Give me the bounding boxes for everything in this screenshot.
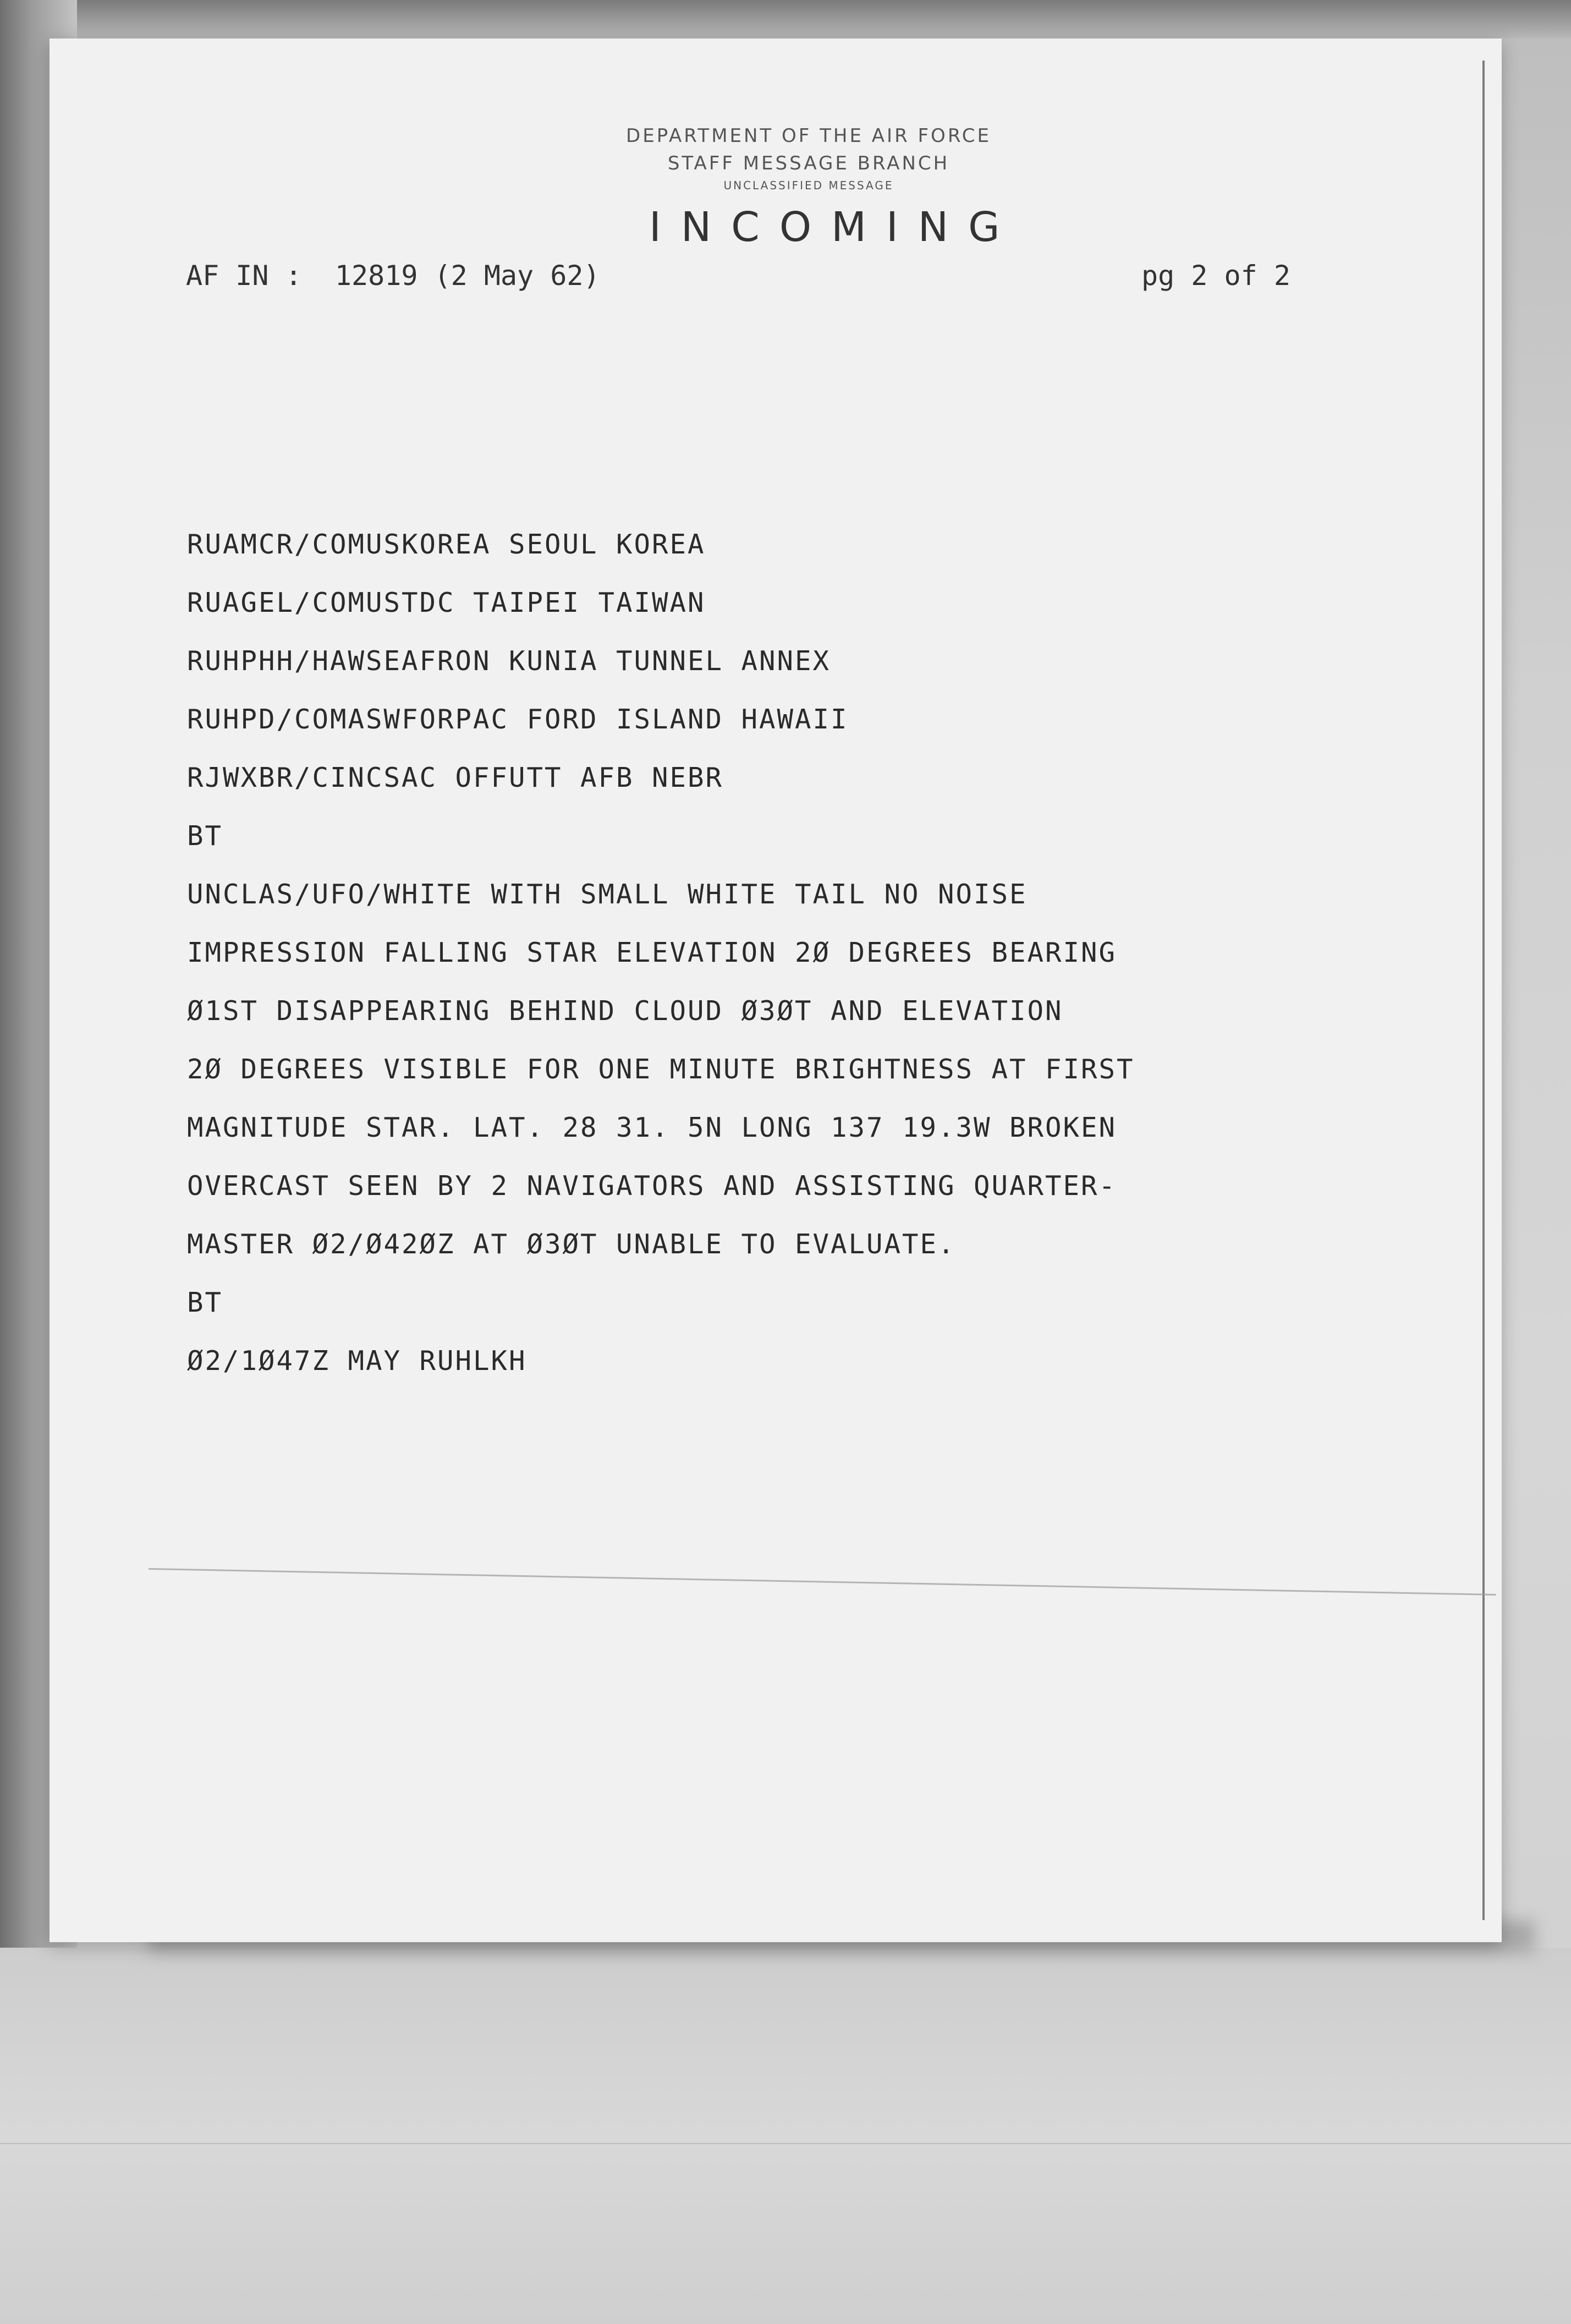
message-text-line: OVERCAST SEEN BY 2 NAVIGATORS AND ASSISTING QUARTER- bbox=[187, 1170, 1117, 1202]
message-body bbox=[187, 523, 1397, 1397]
letterhead bbox=[594, 122, 1023, 194]
page-number: pg 2 of 2 bbox=[1141, 260, 1290, 292]
message-text-line: 2Ø DEGREES VISIBLE FOR ONE MINUTE BRIGHTNESS AT FIRST bbox=[187, 1054, 1135, 1085]
incoming-title: INCOMING bbox=[649, 204, 1020, 251]
message-text-line: Ø1ST DISAPPEARING BEHIND CLOUD Ø3ØT AND ELEVATION bbox=[187, 995, 1063, 1027]
af-in-reference: AF IN : 12819 (2 May 62) bbox=[186, 260, 600, 292]
routing-line: RUHPD/COMASWFORPAC FORD ISLAND HAWAII bbox=[187, 704, 849, 735]
routing-line: RUAGEL/COMUSTDC TAIPEI TAIWAN bbox=[187, 587, 706, 618]
message-text-line: IMPRESSION FALLING STAR ELEVATION 2Ø DEGREES BEARING bbox=[187, 937, 1117, 968]
scan-top-edge bbox=[0, 0, 1571, 39]
message-text-line: UNCLAS/UFO/WHITE WITH SMALL WHITE TAIL NO NOISE bbox=[187, 879, 1028, 910]
break-marker: BT bbox=[187, 1287, 223, 1318]
department-name: DEPARTMENT OF THE AIR FORCE bbox=[626, 125, 991, 147]
branch-name: STAFF MESSAGE BRANCH bbox=[667, 152, 950, 174]
message-text-line: MAGNITUDE STAR. LAT. 28 31. 5N LONG 137 19.3W BROKEN bbox=[187, 1112, 1117, 1143]
scan-lower-strip bbox=[0, 1948, 1571, 2324]
break-marker: BT bbox=[187, 820, 223, 852]
message-text-line: MASTER Ø2/Ø42ØZ AT Ø3ØT UNABLE TO EVALUATE. bbox=[187, 1229, 956, 1260]
routing-line: RJWXBR/CINCSAC OFFUTT AFB NEBR bbox=[187, 762, 724, 793]
classification-label: UNCLASSIFIED MESSAGE bbox=[723, 179, 894, 192]
routing-line: RUHPHH/HAWSEAFRON KUNIA TUNNEL ANNEX bbox=[187, 645, 831, 677]
scan-lower-divider bbox=[0, 2143, 1571, 2144]
page-margin-line bbox=[1482, 61, 1485, 1920]
date-time-group: Ø2/1Ø47Z MAY RUHLKH bbox=[187, 1345, 527, 1377]
routing-line: RUAMCR/COMUSKOREA SEOUL KOREA bbox=[187, 529, 706, 560]
